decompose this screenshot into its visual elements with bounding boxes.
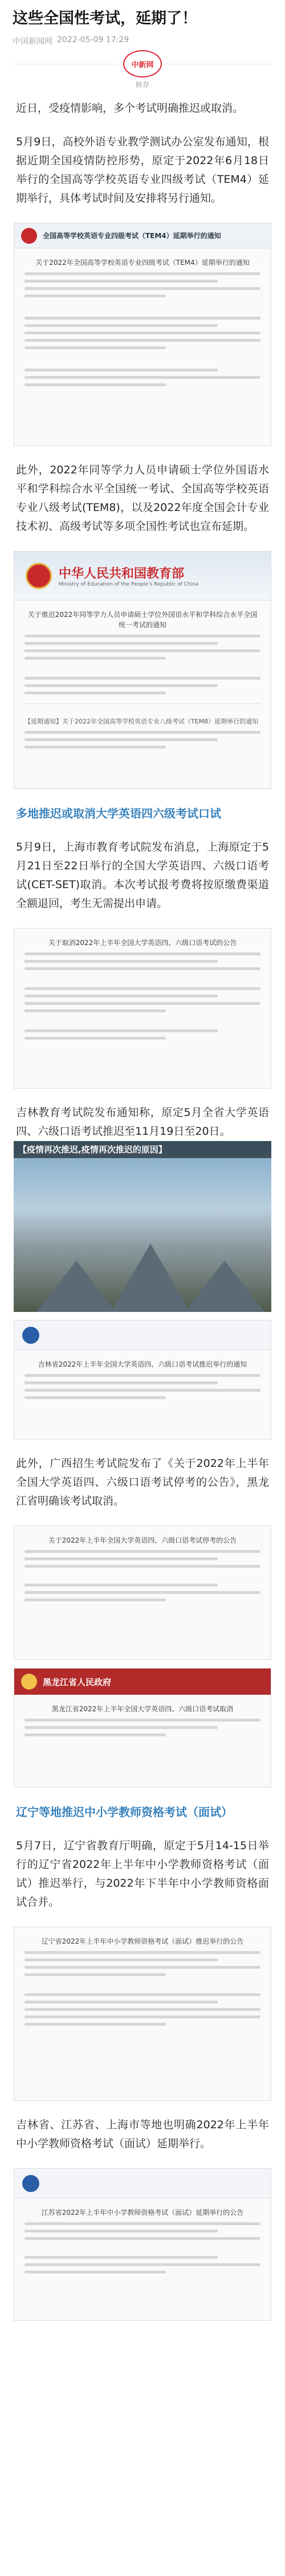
article-meta [13, 35, 272, 47]
chinanews-logo-icon [123, 50, 162, 77]
article-source[interactable]: 中国新闻网 [13, 37, 52, 46]
heilongjiang-notice-body [14, 1695, 271, 1750]
moe-name: 中华人民共和国教育部 [59, 566, 185, 581]
paragraph-tem4: 5月9日，高校外语专业教学测试办公室发布通知，根据近期全国疫情防控形势，原定于2022年6月18日举行的全国高等学校英语专业四级考试（TEM4）延期举行，具体考试时间及安排将另行通知。 [16, 136, 269, 205]
other-provinces-notice-image [14, 2168, 271, 2321]
article-title: 这些全国性考试，延期了！ [13, 10, 197, 27]
notice-header-text: 全国高等学校英语专业四级考试（TEM4）延期举行的通知 [43, 232, 221, 240]
heilongjiang-notice-image [14, 1668, 271, 1788]
paragraph-guangxi: 此外，广西招生考试院发布了《关于2022年上半年全国大学英语四、六级口语考试停考的公告》，黑龙江省明确该考试取消。 [16, 1457, 269, 1507]
shanghai-notice-body [14, 929, 271, 1053]
liaoning-notice-body [14, 1927, 271, 2039]
tem4-notice-image [14, 223, 271, 446]
mountain-shape [111, 1244, 190, 1312]
shanghai-notice-image [14, 928, 271, 1089]
national-emblem-icon [26, 563, 52, 589]
tem8-notice-title: 【延期通知】关于2022年全国高等学校英语专业八级考试（TEM8）延期举行的通知 [25, 718, 259, 725]
paragraph-jilin-text: 吉林教育考试院发布通知称，原定5月全省大学英语四、六级口语考试推迟至11月19日至20日。 [16, 1106, 269, 1138]
jilin-banner [14, 1320, 271, 1350]
mountain-shape [36, 1261, 116, 1312]
moe-english-name: Ministry of Education of the People's Republic of China [59, 582, 199, 587]
notice-title: 关于2022年全国高等学校英语专业四级考试（TEM4）延期举行的通知 [35, 259, 250, 267]
education-logo-icon [22, 1327, 39, 1344]
jiangsu-banner [14, 2169, 271, 2198]
paragraph-intro: 近日，受疫情影响，多个考试明确推迟或取消。 [16, 102, 244, 115]
section-heading-teacher: 辽宁等地推迟中小学教师资格考试（面试） [16, 1805, 233, 1819]
moe-notice-image [14, 551, 271, 789]
jilin-notice-body [14, 1350, 271, 1413]
other-provinces-notice-title: 江苏省2022年上半年中小学教师资格考试（面试）延期举行的公告 [41, 2209, 244, 2217]
jilin-notice-image [14, 1320, 271, 1440]
heilongjiang-gov-name: 黑龙江省人民政府 [43, 1677, 112, 1687]
liaoning-notice-image [14, 1927, 271, 2101]
paragraph-liaoning: 5月7日，辽宁省教育厅明确，原定于5月14-15日举行的辽宁省2022年上半年中小学教师资格考试（面试）推迟举行，与2022年下半年中小学教师资格面试合并。 [16, 1839, 269, 1908]
repost-label: 转存 [135, 81, 149, 89]
heilongjiang-banner [14, 1669, 271, 1695]
education-logo-icon [22, 2175, 39, 2192]
logo-text: 中新网 [131, 60, 154, 69]
section-heading-cet: 多地推迟或取消大学英语四六级考试口试 [16, 807, 221, 820]
moe-notice-body [14, 600, 271, 762]
scenic-photo [14, 1141, 271, 1312]
notice-header [14, 223, 271, 248]
logo-divider [0, 48, 285, 88]
jilin-notice-title: 吉林省2022年上半年全国大学英语四、六级口语考试推迟举行的通知 [38, 1360, 247, 1368]
article-header [0, 0, 285, 47]
emblem-icon [21, 228, 37, 244]
paragraph-jilin [0, 1103, 285, 1141]
guangxi-notice-body [14, 1526, 271, 1615]
guangxi-notice-image [14, 1526, 271, 1660]
mountain-shape [185, 1261, 264, 1312]
moe-notice-title: 关于推迟2022年同等学力人员申请硕士学位外国语水平和学科综合水平全国统一考试的通知 [27, 611, 258, 629]
heilongjiang-notice-title: 黑龙江省2022年上半年全国大学英语四、六级口语考试取消 [51, 1705, 234, 1713]
emblem-icon [21, 1674, 37, 1690]
photo-caption: 【疫情再次推迟,疫情再次推迟的原因】 [14, 1141, 271, 1158]
guangxi-notice-title: 关于2022年上半年全国大学英语四、六级口语考试停考的公告 [48, 1536, 237, 1544]
paragraph-other-exams: 此外，2022年同等学力人员申请硕士学位外国语水平和学科综合水平全国统一考试、全国高等学校英语专业八级考试(TEM8)，以及2022年度全国会计专业技术初、高级考试等多项全国性考试也宣布延期。 [16, 464, 269, 533]
other-provinces-notice-body [14, 2198, 271, 2287]
notice-body [14, 248, 271, 400]
paragraph-other-provinces: 吉林省、江苏省、上海市等地也明确2022年上半年中小学教师资格考试（面试）延期举行。 [16, 2119, 269, 2150]
paragraph-shanghai: 5月9日，上海市教育考试院发布消息，上海原定于5月21日至22日举行的全国大学英语四、六级口语考试(CET-SET)取消。本次考试报考费将按原缴费渠道全额退回，考生无需提出申请。 [16, 841, 269, 910]
shanghai-notice-title: 关于取消2022年上半年全国大学英语四、六级口语考试的公告 [48, 939, 237, 947]
moe-banner [14, 551, 271, 600]
liaoning-notice-title: 辽宁省2022年上半年中小学教师资格考试（面试）推迟举行的公告 [41, 1937, 244, 1945]
article-date: 2022-05-09 17:29 [57, 35, 129, 44]
